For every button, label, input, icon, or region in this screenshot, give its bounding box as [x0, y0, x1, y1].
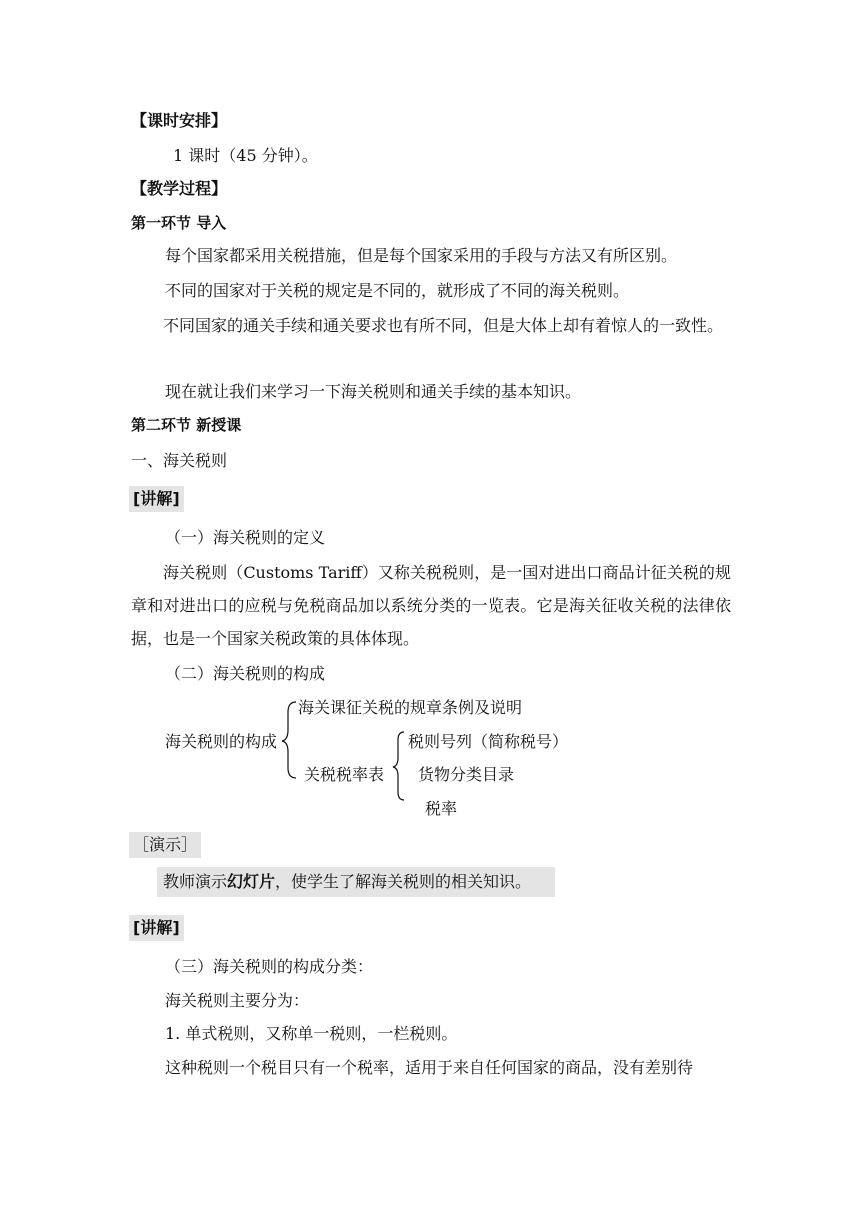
definition-paragraph — [131, 556, 731, 655]
classification-intro: 海关税则主要分为： — [165, 991, 310, 1010]
demo-text-before: 教师演示 — [163, 872, 228, 891]
section1-heading: 一、海关税则 — [131, 451, 228, 470]
step1-paragraph-3-text: 不同国家的通关手续和通关要求也有所不同，但是大体上却有着惊人的一致性。 — [163, 316, 724, 335]
diagram-brace-main — [282, 700, 298, 780]
schedule-text: 1 课时（45 分钟）。 — [173, 146, 318, 165]
step1-paragraph-1: 每个国家都采用关税措施，但是每个国家采用的手段与方法又有所区别。 — [165, 246, 678, 265]
classification-heading: （三）海关税则的构成分类： — [165, 957, 374, 976]
demo-box — [157, 867, 555, 897]
explain-label: [讲解] — [129, 486, 184, 512]
diagram-branch-2: 关税税率表 — [304, 765, 385, 784]
diagram-sub-1: 税则号列（简称税号） — [408, 732, 569, 751]
explain-label-2: [讲解] — [129, 915, 184, 941]
step2-heading: 第二环节 新授课 — [131, 416, 242, 434]
diagram-root: 海关税则的构成 — [165, 732, 278, 751]
process-heading: 【教学过程】 — [131, 179, 228, 198]
diagram-branch-1: 海关课征关税的规章条例及说明 — [298, 698, 523, 717]
definition-heading: （一）海关税则的定义 — [165, 528, 326, 547]
step1-paragraph-2: 不同的国家对于关税的规定是不同的，就形成了不同的海关税则。 — [165, 281, 630, 300]
classification-item-1-desc: 这种税则一个税目只有一个税率，适用于来自任何国家的商品，没有差别待 — [165, 1058, 694, 1077]
diagram-brace-sub — [393, 730, 405, 802]
step1-heading: 第一环节 导入 — [131, 214, 227, 232]
structure-heading: （二）海关税则的构成 — [165, 664, 326, 683]
demo-text-after: ，使学生了解海关税则的相关知识。 — [275, 872, 532, 891]
diagram-sub-2: 货物分类目录 — [418, 765, 515, 784]
definition-paragraph-text: 海关税则（Customs Tariff）又称关税税则，是一国对进出口商品计征关税的规章和对进出口的应税与免税商品加以系统分类的一览表。它是海关征收关税的法律依据，也是一个国家关税政策的具体体现。 — [131, 563, 731, 648]
demo-label: ［演示］ — [129, 832, 201, 858]
schedule-heading: 【课时安排】 — [131, 111, 228, 130]
step1-paragraph-4: 现在就让我们来学习一下海关税则和通关手续的基本知识。 — [165, 382, 582, 401]
step1-paragraph-3 — [131, 309, 731, 342]
diagram-sub-3: 税率 — [425, 799, 458, 818]
demo-text-bold: 幻灯片 — [227, 872, 276, 891]
classification-item-1: 1. 单式税则，又称单一税则，一栏税则。 — [165, 1024, 458, 1043]
